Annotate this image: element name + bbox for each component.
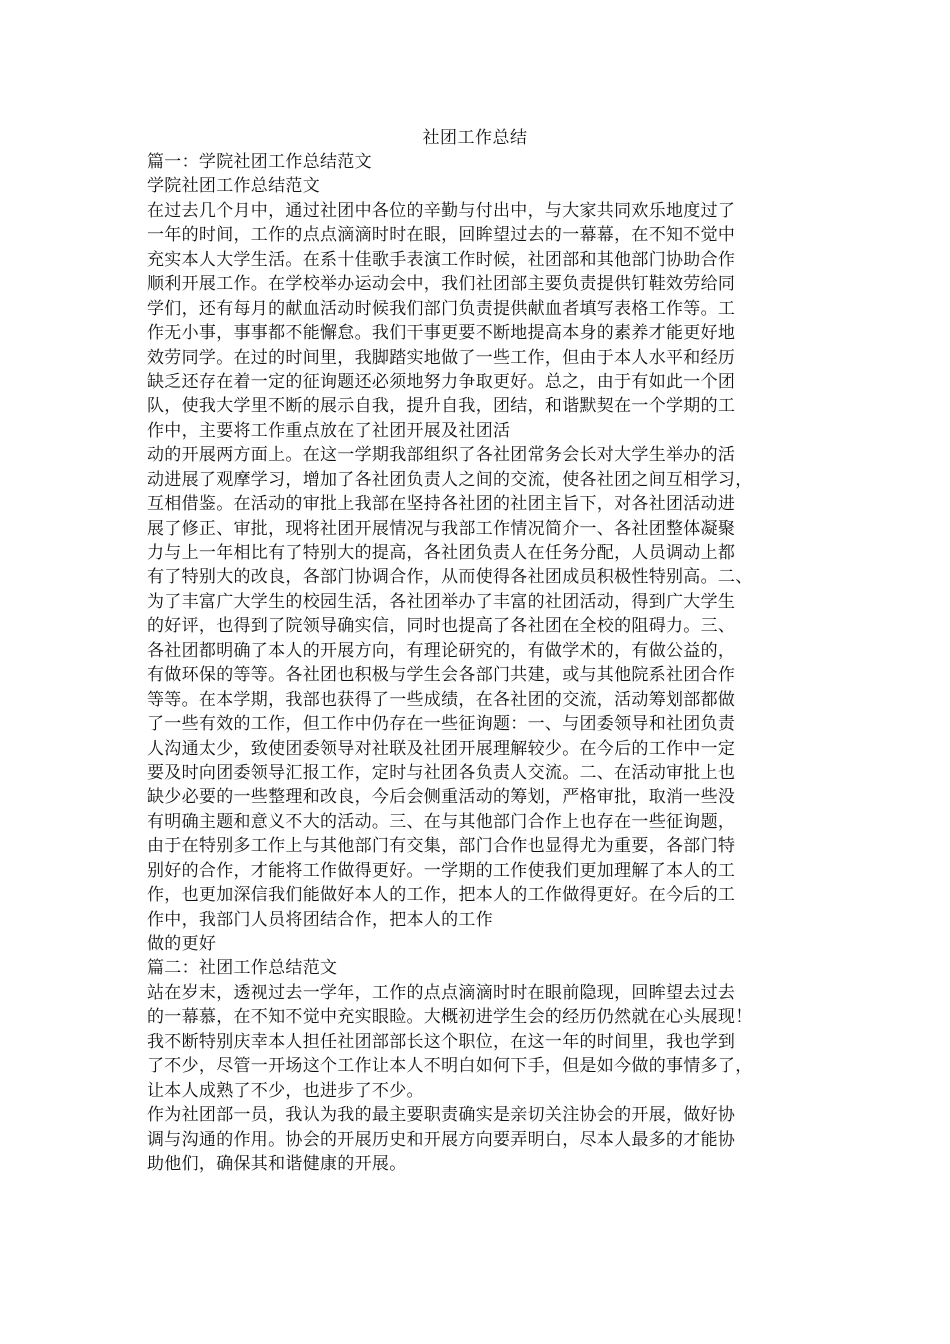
text-line: 缺少必要的一些整理和改良，今后会侧重活动的筹划，严格审批，取消一些没 — [147, 787, 736, 808]
text-line: 有明确主题和意义不大的活动。三、在与其他部门合作上也存在一些征询题， — [147, 811, 736, 832]
document-title: 社团工作总结 — [422, 128, 528, 148]
text-line: 充实本人大学生活。在系十佳歌手表演工作时候，社团部和其他部门协助合作 — [147, 249, 736, 270]
text-line: 各社团都明确了本人的开展方向，有理论研究的，有做学术的，有做公益的， — [147, 640, 736, 661]
text-line: 动的开展两方面上。在这一学期我部组织了各社团常务会长对大学生举办的活 — [147, 445, 736, 466]
text-line: 动进展了观摩学习，增加了各社团负责人之间的交流，使各社团之间互相学习， — [147, 469, 753, 490]
text-line: 别好的合作，才能将工作做得更好。一学期的工作使我们更加理解了本人的工 — [147, 860, 736, 881]
text-line: 在过去几个月中，通过社团中各位的辛勤与付出中，与大家共同欢乐地度过了 — [147, 200, 736, 221]
text-line: 我不断特别庆幸本人担任社团部部长这个职位，在这一年的时间里，我也学到 — [147, 1031, 736, 1052]
text-line: 的一幕慕，在不知不觉中充实眼睑。大概初进学生会的经历仍然就在心头展现！ — [147, 1007, 753, 1028]
text-line: 一年的时间，工作的点点滴滴时时在眼，回眸望过去的一幕幕，在不知不觉中 — [147, 225, 736, 246]
text-line: 作，也更加深信我们能做好本人的工作，把本人的工作做得更好。在今后的工 — [147, 885, 736, 906]
text-line: 让本人成熟了不少，也进步了不少。 — [147, 1080, 424, 1101]
text-line: 缺乏还存在着一定的征询题还必须地努力争取更好。总之，由于有如此一个团 — [147, 371, 736, 392]
text-line: 站在岁末，透视过去一学年，工作的点点滴滴时时在眼前隐现，回眸望去过去 — [147, 982, 736, 1003]
text-line: 要及时向团委领导汇报工作，定时与社团各负责人交流。二、在活动审批上也 — [147, 762, 736, 783]
text-line: 篇一：学院社团工作总结范文 — [147, 152, 372, 172]
text-line: 有了特别大的改良，各部门协调合作，从而使得各社团成员积极性特别高。二、 — [147, 567, 753, 588]
text-line: 作中，主要将工作重点放在了社团开展及社团活 — [147, 420, 511, 441]
text-line: 互相借鉴。在活动的审批上我部在坚持各社团的社团主旨下，对各社团活动进 — [147, 494, 736, 515]
text-line: 助他们，确保其和谐健康的开展。 — [147, 1153, 407, 1174]
text-line: 了不少，尽管一开场这个工作让本人不明白如何下手，但是如今做的事情多了， — [147, 1056, 753, 1077]
text-line: 队，使我大学里不断的展示自我，提升自我，团结，和谐默契在一个学期的工 — [147, 396, 736, 417]
text-line: 由于在特别多工作上与其他部门有交集，部门合作也显得尤为重要，各部门特 — [147, 836, 736, 857]
text-line: 人沟通太少，致使团委领导对社联及社团开展理解较少。在今后的工作中一定 — [147, 738, 736, 759]
text-line: 了一些有效的工作，但工作中仍存在一些征询题：一、与团委领导和社团负责 — [147, 714, 736, 735]
text-line: 为了丰富广大学生的校园生活，各社团举办了丰富的社团活动，得到广大学生 — [147, 591, 736, 612]
text-line: 作为社团部一员，我认为我的最主要职责确实是亲切关注协会的开展，做好协 — [147, 1105, 736, 1126]
text-line: 等等。在本学期，我部也获得了一些成绩，在各社团的交流，活动筹划部都做 — [147, 689, 736, 710]
text-line: 作中，我部门人员将团结合作，把本人的工作 — [147, 909, 493, 930]
text-line: 调与沟通的作用。协会的开展历史和开展方向要弄明白，尽本人最多的才能协 — [147, 1129, 736, 1150]
text-line: 做的更好 — [147, 934, 217, 954]
text-line: 顺利开展工作。在学校举办运动会中，我们社团部主要负责提供钉鞋效劳给同 — [147, 274, 736, 295]
text-line: 展了修正、审批，现将社团开展情况与我部工作情况简介一、各社团整体凝聚 — [147, 518, 736, 539]
text-line: 学院社团工作总结范文 — [147, 176, 320, 197]
text-line: 学们，还有每月的献血活动时候我们部门负责提供献血者填写表格工作等。工 — [147, 298, 736, 319]
text-line: 有做环保的等等。各社团也积极与学生会各部门共建，或与其他院系社团合作 — [147, 665, 736, 686]
document-body — [147, 150, 807, 1176]
text-line: 的好评，也得到了院领导确实信，同时也提高了各社团在全校的阻碍力。三、 — [147, 616, 736, 637]
text-line: 力与上一年相比有了特别大的提高，各社团负责人在任务分配，人员调动上都 — [147, 543, 736, 563]
text-line: 篇二：社团工作总结范文 — [147, 958, 338, 979]
text-line: 效劳同学。在过的时间里，我脚踏实地做了一些工作，但由于本人水平和经历 — [147, 347, 736, 368]
text-line: 作无小事，事事都不能懈怠。我们干事更要不断地提高本身的素养才能更好地 — [147, 323, 736, 344]
